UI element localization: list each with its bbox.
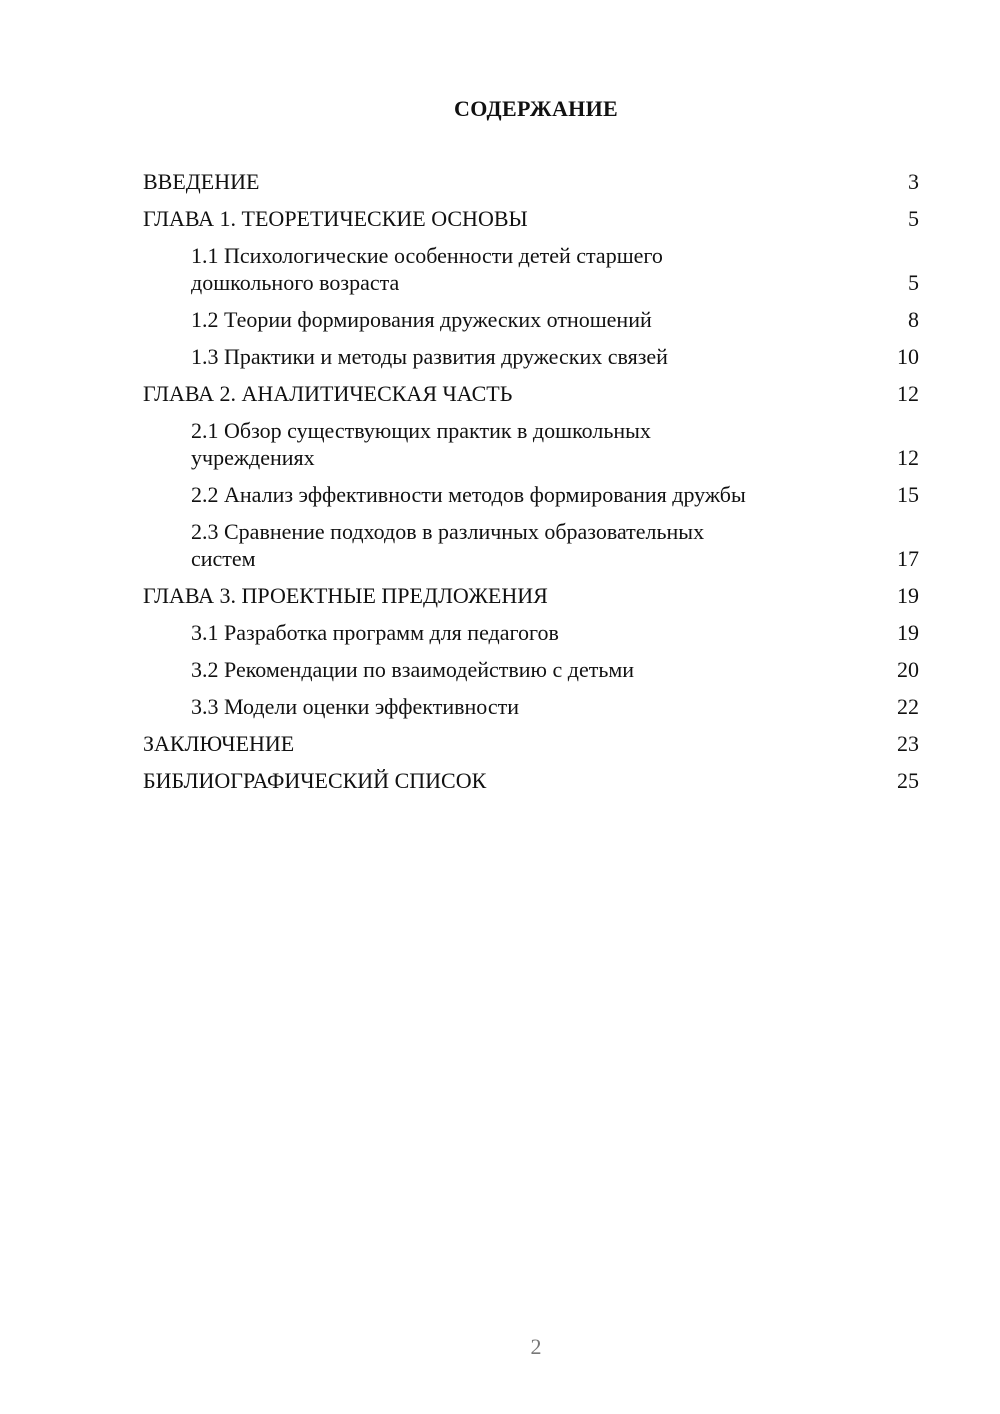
toc-entry-page: 19 <box>897 583 919 608</box>
toc-entry-label: 1.3 Практики и методы развития дружеских связей <box>191 344 668 369</box>
toc-entry-page: 22 <box>897 694 919 719</box>
toc-entry-label: ВВЕДЕНИЕ <box>143 169 260 194</box>
toc-entry-page: 8 <box>908 307 919 332</box>
toc-entry-page: 10 <box>897 344 919 369</box>
toc-entry-page: 25 <box>897 768 919 793</box>
toc-entry-introduction <box>143 168 919 195</box>
toc-entry-chapter-1 <box>143 205 919 232</box>
toc-entry-label: 1.2 Теории формирования дружеских отношений <box>191 307 652 332</box>
toc-entry-section-2-2 <box>143 481 919 508</box>
toc-entry-section-2-3 <box>143 518 919 572</box>
toc-entry-label: 3.3 Модели оценки эффективности <box>191 694 519 719</box>
toc-entry-page: 5 <box>908 206 919 231</box>
toc-entry-label: БИБЛИОГРАФИЧЕСКИЙ СПИСОК <box>143 768 487 793</box>
toc-entry-section-1-1 <box>143 242 919 296</box>
toc-entry-page: 15 <box>897 482 919 507</box>
toc-entry-section-2-1 <box>143 417 919 471</box>
toc-entry-page: 12 <box>897 381 919 406</box>
toc-entry-page: 19 <box>897 620 919 645</box>
toc-entry-label: 2.2 Анализ эффективности методов формирования дружбы <box>191 482 746 507</box>
toc-entry-section-3-3 <box>143 693 919 720</box>
toc-entry-label: ГЛАВА 1. ТЕОРЕТИЧЕСКИЕ ОСНОВЫ <box>143 206 528 231</box>
toc-entry-label: ГЛАВА 2. АНАЛИТИЧЕСКАЯ ЧАСТЬ <box>143 381 513 406</box>
toc-entry-chapter-3 <box>143 582 919 609</box>
toc-entry-page: 3 <box>908 169 919 194</box>
toc-entry-page: 17 <box>897 546 919 571</box>
toc-entry-conclusion <box>143 730 919 757</box>
toc-entry-section-1-2 <box>143 306 919 333</box>
toc-entry-section-3-2 <box>143 656 919 683</box>
toc-entry-page: 12 <box>897 445 919 470</box>
toc-entry-page: 5 <box>908 270 919 295</box>
toc-entry-label: ЗАКЛЮЧЕНИЕ <box>143 731 295 756</box>
toc-entry-page: 20 <box>897 657 919 682</box>
toc-entry-section-3-1 <box>143 619 919 646</box>
toc-entry-label: ГЛАВА 3. ПРОЕКТНЫЕ ПРЕДЛОЖЕНИЯ <box>143 583 548 608</box>
page-number: 2 <box>530 1334 542 1359</box>
table-of-contents <box>143 168 919 804</box>
toc-entry-chapter-2 <box>143 380 919 407</box>
toc-entry-section-1-3 <box>143 343 919 370</box>
toc-entry-page: 23 <box>897 731 919 756</box>
toc-entry-label: 3.2 Рекомендации по взаимодействию с детьми <box>191 657 635 682</box>
toc-entry-label: 2.3 Сравнение подходов в различных образовательных систем <box>191 519 705 571</box>
toc-title: СОДЕРЖАНИЕ <box>454 96 618 121</box>
toc-entry-label: 3.1 Разработка программ для педагогов <box>191 620 559 645</box>
toc-entry-label: 2.1 Обзор существующих практик в дошкольных учреждениях <box>191 418 651 470</box>
toc-entry-label: 1.1 Психологические особенности детей старшего дошкольного возраста <box>191 243 663 295</box>
toc-entry-bibliography <box>143 767 919 794</box>
